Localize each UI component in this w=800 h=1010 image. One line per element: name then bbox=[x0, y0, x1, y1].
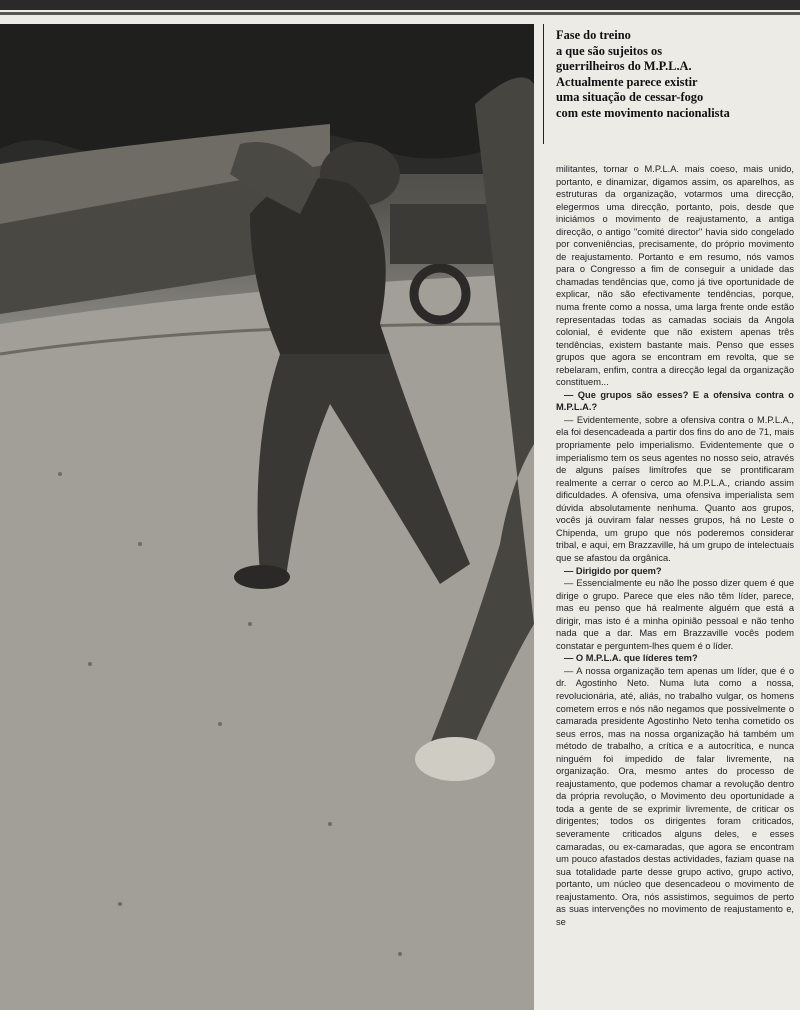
answer: — Evidentemente, sobre a ofensiva contra o M.P.L.A., ela foi desencadeada a partir dos fins do ano de 71, mais propriamente pelo imperialismo. Evidentemente que o imperialismo tem os seus agentes no nosso seio, através de alguns países limítrofes que se prontificaram realmente a cerrar o cerco ao M.P.L.A., criando assim dificuldades. A ofensiva, uma ofensiva imperialista sem dúvida absolutamente nenhuma. Quanto aos grupos, vocês já ouviram falar nesses grupos, há no Leste o Chipenda, um grupo que nós poderemos considerar tribal, e aqui, em Brazzaville, há um grupo de intelectuais que se afastou da orgânica. bbox=[556, 414, 794, 563]
answer: — Essencialmente eu não lhe posso dizer quem é que dirige o grupo. Parece que eles não têm líder, parece, mas eu penso que há realmente alguém que está a dirigir, mas isto é a minha opinião pessoal e não tenho nada que a dar. Mas em Brazzaville vocês podem constatar e perguntem-lhes quem é o líder. bbox=[556, 578, 794, 651]
interview-text bbox=[556, 163, 794, 1008]
top-rule-secondary bbox=[0, 12, 800, 15]
question: — O M.P.L.A. que líderes tem? bbox=[564, 653, 698, 664]
top-rule bbox=[0, 0, 800, 10]
question: — Que grupos são esses? E a ofensiva contra o M.P.L.A.? bbox=[556, 389, 794, 413]
paragraph-continuation: militantes, tornar o M.P.L.A. mais coeso, mais unido, portanto, e dinamizar, digamos assim, os aparelhos, as estruturas da organização, votarmos uma direcção, elegermos uma direcção, portanto, pois, desde que iniciámos o movimento de reajustamento, a antiga direcção, o antigo "comité director" havia sido congelado por conveniências, precisamente, do próprio movimento de reajustamento. Portanto e em resumo, nós vamos para o Congresso a fim de conseguir a unidade das chamadas tendências que, como já tive oportunidade de explicar, não são efectivamente tendências, porque, numa frente como a nossa, uma larga frente onde estão representadas todas as camadas sociais da Angola colonial, é evidente que não existem apenas três tendências, existem bastante mais. Penso que esses grupos que agora se encontram em revolta, que se rebelaram, enfim, contra a direcção legal da organização constituem... bbox=[556, 164, 794, 388]
question: — Dirigido por quem? bbox=[564, 565, 662, 576]
answer: — A nossa organização tem apenas um líder, que é o dr. Agostinho Neto. Numa luta como a nossa, revolucionária, até, aliás, no trabalho vulgar, os homens cometem erros e nós não negamos que possivelmente o camarada presidente Agostinho Neto tenha cometido os seus erros, mas na nossa organização há também um método de trabalho, a crítica e a autocrítica, e nunca ninguém foi impedido de falar livremente, na organização. Ora, mesmo antes do processo de reajustamento, que podemos chamar a revolução dentro da própria revolução, o Movimento deu oportunidade a toda a gente de se exprimir livremente, de criticar os dirigentes; todos os dirigentes foram criticados, severamente criticados alguns deles, e esses camaradas, ou ex-camaradas, que agora se encontram um pouco afastados destas actividades, faziam quase na sua totalidade parte desse grupo activo, grupo activo, portanto, um núcleo que desencadeou o movimento de reajustamento. Ora, nós assistimos, seguimos de perto as suas intervenções no movimento de reajustamento e, se bbox=[556, 665, 794, 927]
photo-caption: Fase do treino a que são sujeitos os guerrilheiros do M.P.L.A. Actualmente parece existir uma situação de cessar-fogo com este movimento nacionalista bbox=[556, 28, 730, 120]
guerrilla-training-photo bbox=[0, 24, 534, 1010]
caption-rule bbox=[543, 24, 544, 144]
